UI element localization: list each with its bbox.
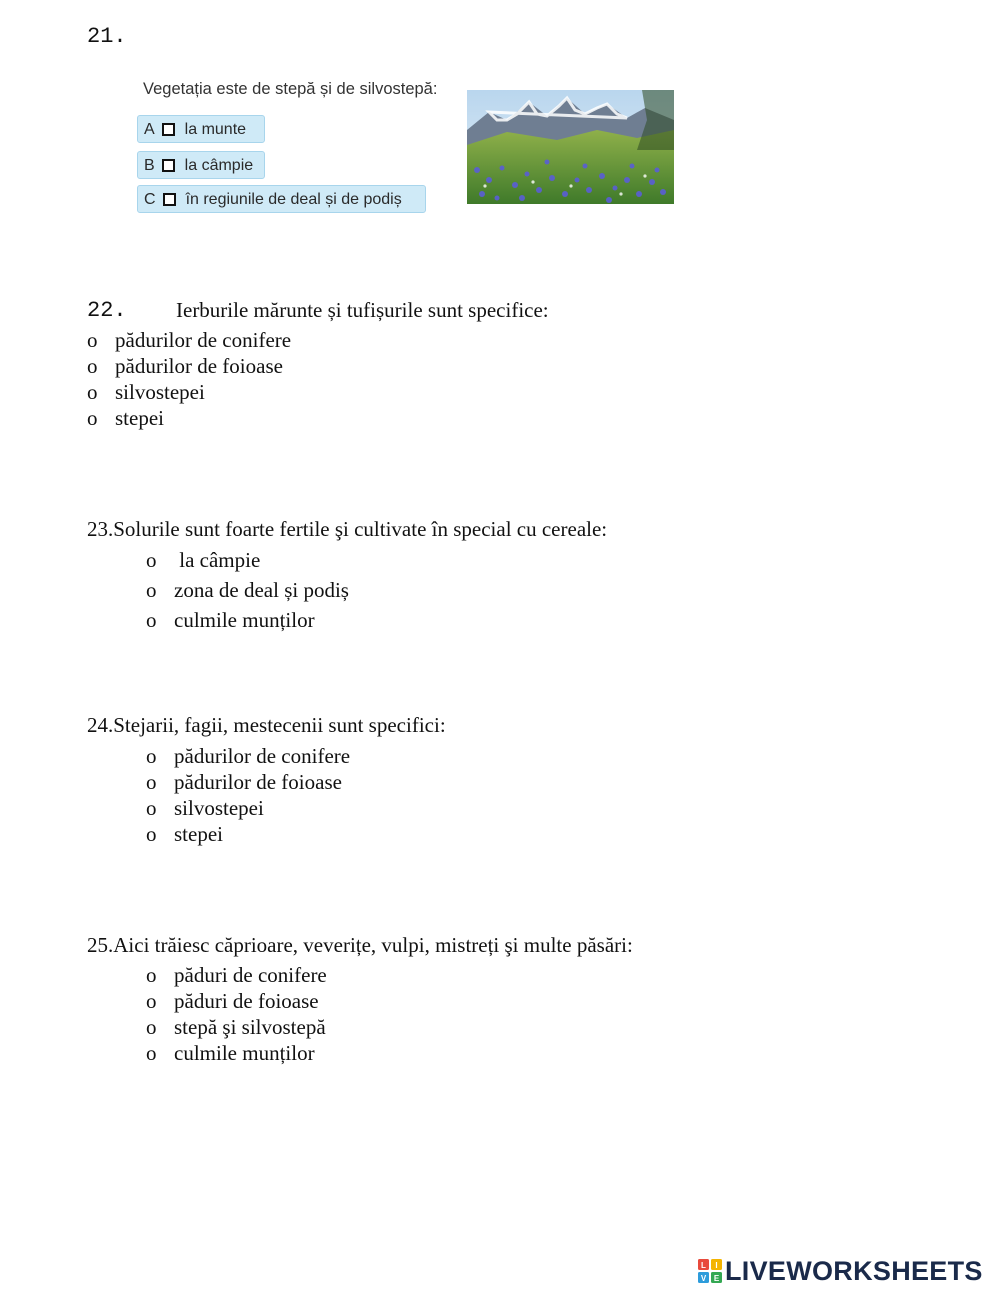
list-item[interactable] — [146, 607, 349, 633]
bullet-icon: o — [146, 744, 157, 768]
q21-choice-c[interactable] — [137, 185, 426, 213]
checkbox-icon[interactable] — [162, 159, 175, 172]
logo-letter-i: I — [715, 1261, 718, 1270]
q21-choice-c-label: în regiunile de deal și de podiș — [185, 191, 402, 208]
q25-question-text: 25.Aici trăiesc căprioare, veverițe, vulpi, mistreți şi multe păsări: — [87, 933, 633, 957]
mountain-meadow-image — [467, 90, 674, 204]
list-item[interactable] — [87, 379, 291, 405]
list-item[interactable] — [146, 962, 327, 988]
q24-options-list — [146, 743, 350, 847]
q21-choice-b[interactable] — [137, 151, 265, 179]
option-label: pădurilor de conifere — [115, 328, 292, 352]
option-label: păduri de conifere — [174, 963, 327, 987]
list-item[interactable] — [146, 988, 327, 1014]
bullet-icon: o — [146, 963, 157, 987]
q21-choice-c-letter: C — [144, 191, 156, 208]
bullet-icon: o — [146, 1015, 157, 1039]
bullet-icon: o — [146, 1041, 157, 1065]
bullet-icon: o — [146, 796, 157, 820]
checkbox-icon[interactable] — [163, 193, 176, 206]
bullet-icon: o — [146, 548, 157, 572]
q21-choice-a[interactable] — [137, 115, 265, 143]
q21-choice-b-label: la câmpie — [184, 157, 254, 174]
bullet-icon: o — [146, 578, 157, 602]
list-item[interactable] — [87, 327, 291, 353]
option-label: păduri de foioase — [174, 989, 319, 1013]
liveworksheets-logo-icon — [698, 1259, 722, 1283]
list-item[interactable] — [146, 821, 350, 847]
q25-options-list — [146, 962, 327, 1066]
bullet-icon: o — [146, 822, 157, 846]
bullet-icon: o — [87, 328, 98, 352]
list-item[interactable] — [146, 795, 350, 821]
q22-number: 22. — [87, 298, 127, 323]
option-label: pădurilor de conifere — [174, 744, 351, 768]
list-item[interactable] — [87, 405, 291, 431]
bullet-icon: o — [87, 354, 98, 378]
q21-number: 21. — [87, 24, 127, 49]
option-label: pădurilor de foioase — [115, 354, 283, 378]
logo-letter-e: E — [713, 1274, 720, 1283]
bullet-icon: o — [87, 406, 98, 430]
list-item[interactable] — [146, 743, 350, 769]
list-item[interactable] — [146, 1040, 327, 1066]
logo-letter-v: V — [700, 1274, 707, 1283]
checkbox-icon[interactable] — [162, 123, 175, 136]
logo-letter-l: L — [701, 1261, 706, 1270]
option-label: culmile munților — [174, 1041, 315, 1065]
q23-options-list — [146, 547, 349, 633]
option-label: zona de deal și podiș — [174, 578, 349, 602]
list-item[interactable] — [146, 577, 349, 603]
q21-choice-a-letter: A — [144, 121, 155, 138]
q22-options-list — [87, 327, 291, 431]
list-item[interactable] — [146, 1014, 327, 1040]
bullet-icon: o — [146, 989, 157, 1013]
bullet-icon: o — [87, 380, 98, 404]
option-label: culmile munților — [174, 608, 315, 632]
option-label: stepă şi silvostepă — [174, 1015, 326, 1039]
option-label: silvostepei — [115, 380, 205, 404]
option-label: pădurilor de foioase — [174, 770, 342, 794]
q21-question-text: Vegetația este de stepă și de silvostepă: — [143, 80, 438, 98]
q22-question-text: Ierburile mărunte și tufișurile sunt specifice: — [176, 298, 549, 322]
liveworksheets-logo-text: LIVEWORKSHEETS — [725, 1255, 983, 1286]
q21-choice-a-label: la munte — [184, 121, 247, 138]
list-item[interactable] — [146, 769, 350, 795]
bullet-icon: o — [146, 608, 157, 632]
option-label: stepei — [174, 822, 223, 846]
q21-choice-b-letter: B — [144, 157, 155, 174]
liveworksheets-logo — [698, 1255, 983, 1287]
option-label: stepei — [115, 406, 164, 430]
list-item[interactable] — [87, 353, 291, 379]
bullet-icon: o — [146, 770, 157, 794]
list-item[interactable] — [146, 547, 349, 573]
q23-question-text: 23.Solurile sunt foarte fertile şi cultivate în special cu cereale: — [87, 517, 608, 541]
q24-question-text: 24.Stejarii, fagii, mestecenii sunt specifici: — [87, 713, 446, 737]
option-label: silvostepei — [174, 796, 264, 820]
option-label: la câmpie — [174, 548, 261, 572]
